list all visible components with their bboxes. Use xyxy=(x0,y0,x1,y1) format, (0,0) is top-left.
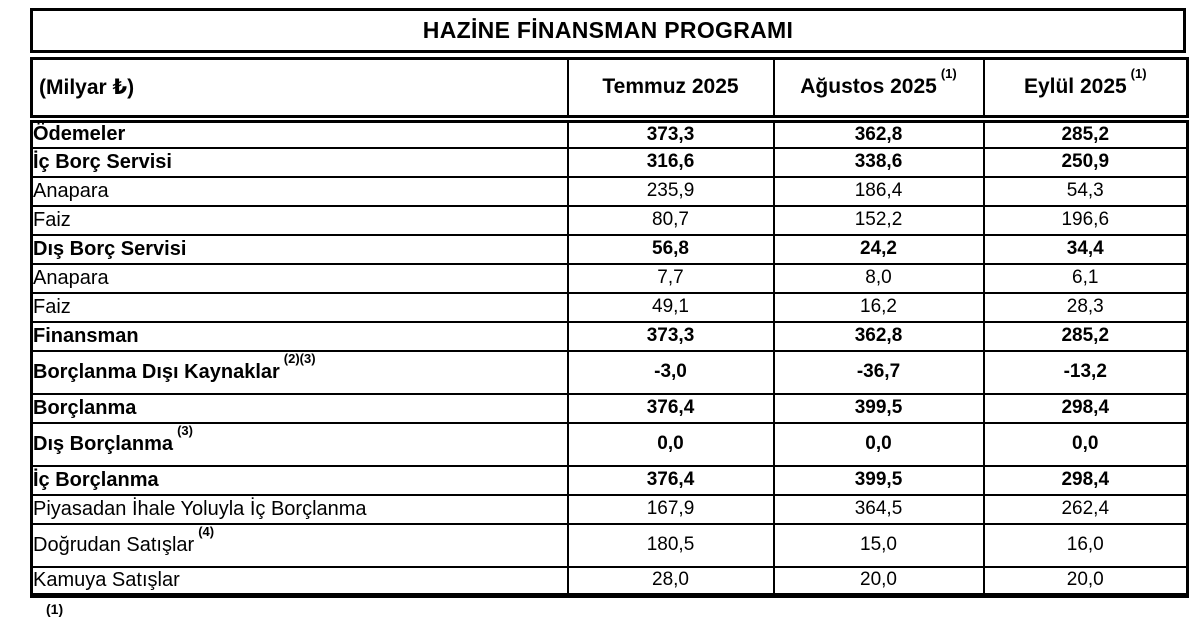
column-header-text: Temmuz 2025 xyxy=(602,75,739,99)
row-label-text: Piyasadan İhale Yoluyla İç Borçlanma xyxy=(33,497,367,520)
value-cell: 8,0 xyxy=(774,264,984,293)
table-row xyxy=(32,235,1188,264)
value-cell: 364,5 xyxy=(774,495,984,524)
table-row xyxy=(32,264,1188,293)
value-cell: 20,0 xyxy=(984,567,1188,596)
row-label-text: Dış Borçlanma xyxy=(33,432,174,455)
value-cell: 7,7 xyxy=(568,264,774,293)
row-label-cell xyxy=(32,148,568,177)
column-header-footnote-ref: (1) xyxy=(1130,66,1147,82)
value-cell: 298,4 xyxy=(984,394,1188,423)
table-row xyxy=(32,394,1188,423)
value-cell: 362,8 xyxy=(774,119,984,148)
column-header-text: Eylül 2025 xyxy=(1023,75,1127,99)
value-cell: 373,3 xyxy=(568,119,774,148)
value-cell: 298,4 xyxy=(984,466,1188,495)
row-label-cell xyxy=(32,423,568,466)
row-label-cell xyxy=(32,264,568,293)
value-cell: 362,8 xyxy=(774,322,984,351)
column-header-temmuz-2025 xyxy=(568,59,774,119)
value-cell: 80,7 xyxy=(568,206,774,235)
value-cell: 316,6 xyxy=(568,148,774,177)
column-header-text: Ağustos 2025 xyxy=(800,75,937,99)
table-row xyxy=(32,293,1188,322)
row-label-cell xyxy=(32,351,568,394)
row-label-cell xyxy=(32,235,568,264)
column-header-agustos-2025 xyxy=(774,59,984,119)
value-cell: 250,9 xyxy=(984,148,1188,177)
row-label-cell xyxy=(32,495,568,524)
value-cell: -3,0 xyxy=(568,351,774,394)
row-label-text: İç Borç Servisi xyxy=(33,150,172,173)
value-cell: 399,5 xyxy=(774,394,984,423)
row-label-cell xyxy=(32,394,568,423)
header-row xyxy=(32,59,1188,119)
page-title: HAZİNE FİNANSMAN PROGRAMI xyxy=(30,8,1186,53)
value-cell: 34,4 xyxy=(984,235,1188,264)
table-wrapper xyxy=(30,8,1186,617)
value-cell: 0,0 xyxy=(568,423,774,466)
row-footnote-ref: (3) xyxy=(177,422,193,438)
value-cell: 49,1 xyxy=(568,293,774,322)
value-cell: 186,4 xyxy=(774,177,984,206)
value-cell: -13,2 xyxy=(984,351,1188,394)
value-cell: 373,3 xyxy=(568,322,774,351)
row-label-text: Dış Borç Servisi xyxy=(33,237,187,260)
row-label-cell xyxy=(32,293,568,322)
value-cell: 196,6 xyxy=(984,206,1188,235)
value-cell: 56,8 xyxy=(568,235,774,264)
table-row xyxy=(32,177,1188,206)
row-label-cell xyxy=(32,466,568,495)
value-cell: 262,4 xyxy=(984,495,1188,524)
table-row xyxy=(32,148,1188,177)
value-cell: 15,0 xyxy=(774,524,984,567)
row-label-text: İç Borçlanma xyxy=(33,468,159,491)
value-cell: 152,2 xyxy=(774,206,984,235)
row-label-text: Kamuya Satışlar xyxy=(33,568,180,591)
value-cell: 16,0 xyxy=(984,524,1188,567)
row-label-text: Faiz xyxy=(33,295,71,318)
value-cell: 376,4 xyxy=(568,466,774,495)
column-header-eylul-2025 xyxy=(984,59,1188,119)
finance-program-table xyxy=(30,57,1189,598)
value-cell: -36,7 xyxy=(774,351,984,394)
row-label-text: Faiz xyxy=(33,208,71,231)
row-footnote-ref: (2)(3) xyxy=(283,350,316,366)
table-row xyxy=(32,524,1188,567)
value-cell: 28,3 xyxy=(984,293,1188,322)
table-row xyxy=(32,567,1188,596)
row-label-cell xyxy=(32,206,568,235)
table-row xyxy=(32,119,1188,148)
table-row xyxy=(32,351,1188,394)
value-cell: 167,9 xyxy=(568,495,774,524)
value-cell: 399,5 xyxy=(774,466,984,495)
footnote-marker: (1) xyxy=(46,601,64,617)
column-header-footnote-ref: (1) xyxy=(940,66,957,82)
value-cell: 0,0 xyxy=(984,423,1188,466)
value-cell: 16,2 xyxy=(774,293,984,322)
value-cell: 180,5 xyxy=(568,524,774,567)
value-cell: 376,4 xyxy=(568,394,774,423)
value-cell: 28,0 xyxy=(568,567,774,596)
table-row xyxy=(32,466,1188,495)
row-label-text: Anapara xyxy=(33,266,109,289)
value-cell: 20,0 xyxy=(774,567,984,596)
value-cell: 338,6 xyxy=(774,148,984,177)
row-label-text: Borçlanma xyxy=(33,396,137,419)
value-cell: 24,2 xyxy=(774,235,984,264)
row-label-cell xyxy=(32,177,568,206)
table-row xyxy=(32,423,1188,466)
row-label-cell xyxy=(32,524,568,567)
value-cell: 0,0 xyxy=(774,423,984,466)
row-label-text: Borçlanma Dışı Kaynaklar xyxy=(33,360,280,383)
value-cell: 235,9 xyxy=(568,177,774,206)
row-label-cell xyxy=(32,322,568,351)
table-row xyxy=(32,495,1188,524)
row-label-text: Finansman xyxy=(33,324,139,347)
value-cell: 285,2 xyxy=(984,119,1188,148)
row-footnote-ref: (4) xyxy=(198,523,215,539)
row-label-cell xyxy=(32,119,568,148)
row-label-text: Doğrudan Satışlar xyxy=(33,533,195,556)
table-row xyxy=(32,206,1188,235)
value-cell: 285,2 xyxy=(984,322,1188,351)
unit-header-cell: (Milyar ₺) xyxy=(32,59,568,119)
row-label-text: Ödemeler xyxy=(33,123,126,145)
value-cell: 54,3 xyxy=(984,177,1188,206)
table-row xyxy=(32,322,1188,351)
value-cell: 6,1 xyxy=(984,264,1188,293)
row-label-text: Anapara xyxy=(33,179,109,202)
row-label-cell xyxy=(32,567,568,596)
